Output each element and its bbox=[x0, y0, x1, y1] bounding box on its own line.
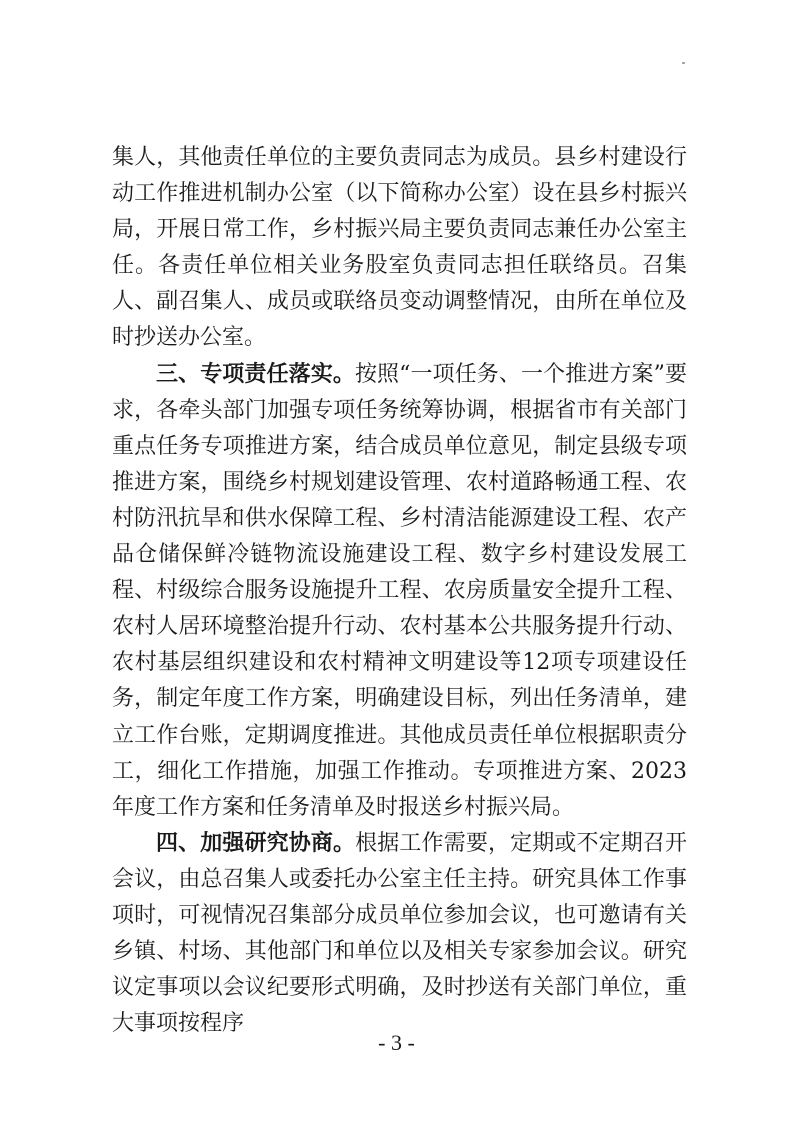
document-body bbox=[112, 140, 687, 1042]
section-heading: 四、加强研究协商。 bbox=[156, 830, 356, 856]
paragraph-text: 集人，其他责任单位的主要负责同志为成员。县乡村建设行动工作推进机制办公室（以下简称办公室）设在县乡村振兴局，开展日常工作，乡村振兴局主要负责同志兼任办公室主任。各责任单位相关业务股室负责同志担任联络员。召集人、副召集人、成员或联络员变动调整情况，由所在单位及时抄送办公室。 bbox=[112, 145, 687, 351]
section-heading: 三、专项责任落实。 bbox=[156, 361, 355, 387]
scan-speck bbox=[682, 62, 685, 64]
page-number: - 3 - bbox=[378, 1030, 415, 1055]
paragraph-section-four bbox=[112, 826, 687, 1043]
paragraph-section-three bbox=[112, 357, 687, 826]
paragraph-text: 根据工作需要，定期或不定期召开会议，由总召集人或委托办公室主任主持。研究具体工作事项时，可视情况召集部分成员单位参加会议，也可邀请有关乡镇、村场、其他部门和单位以及相关专家参加会议。研究议定事项以会议纪要形式明确，及时抄送有关部门单位，重大事项按程序 bbox=[112, 830, 687, 1037]
paragraph-text: 按照“一项任务、一个推进方案”要求，各牵头部门加强专项任务统筹协调，根据省市有关部门重点任务专项推进方案，结合成员单位意见，制定县级专项推进方案，围绕乡村规划建设管理、农村道路畅通工程、农村防汛抗旱和供水保障工程、乡村清洁能源建设工程、农产品仓储保鲜冷链物流设施建设工程、数字乡村建设发展工程、村级综合服务设施提升工程、农房质量安全提升工程、农村人居环境整治提升行动、农村基本公共服务提升行动、农村基层组织建设和农村精神文明建设等12项专项建设任务，制定年度工作方案，明确建设目标，列出任务清单，建立工作台账，定期调度推进。其他成员责任单位根据职责分工，细化工作措施，加强工作推动。专项推进方案、2023年度工作方案和任务清单及时报送乡村振兴局。 bbox=[112, 361, 687, 820]
paragraph-continuation bbox=[112, 140, 687, 357]
